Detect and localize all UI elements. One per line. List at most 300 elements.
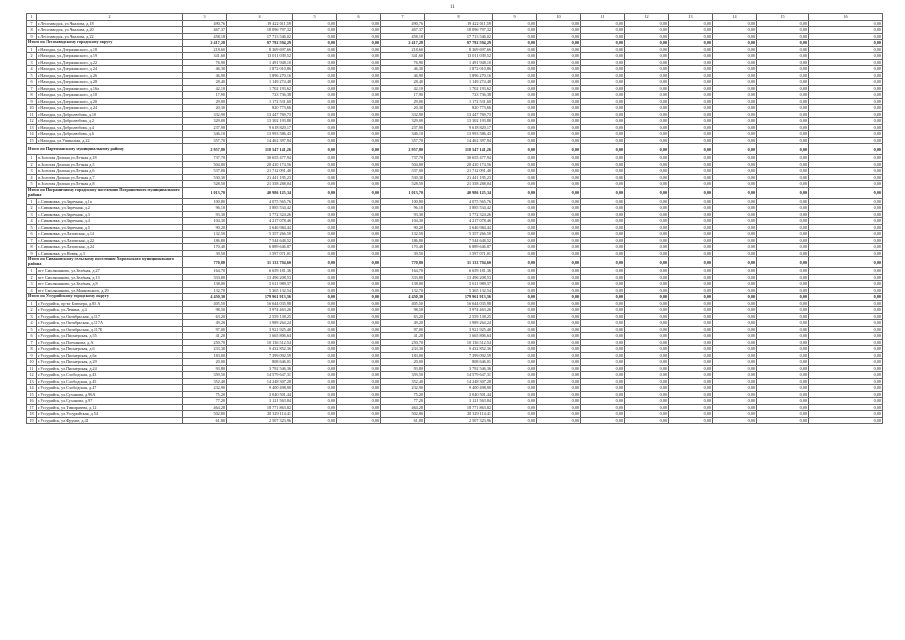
value-cell: 0,00: [625, 352, 669, 359]
value-cell: 0,00: [337, 339, 381, 346]
value-cell: 0,00: [757, 231, 809, 238]
value-cell: 0,00: [669, 365, 713, 372]
value-cell: 0,00: [537, 385, 581, 392]
value-cell: 0,00: [493, 244, 537, 251]
value-cell: 0,00: [581, 326, 625, 333]
value-cell: 464,28: [381, 404, 425, 411]
value-cell: 0,00: [293, 365, 337, 372]
value-cell: 0,00: [581, 417, 625, 424]
value-cell: 0,00: [337, 378, 381, 385]
value-cell: 0,00: [757, 294, 809, 301]
value-cell: 0,00: [625, 92, 669, 99]
value-cell: 0,00: [625, 33, 669, 40]
value-cell: 0,00: [537, 411, 581, 418]
value-cell: 0,00: [669, 300, 713, 307]
value-cell: 0,00: [757, 211, 809, 218]
value-cell: 0,00: [293, 27, 337, 34]
value-cell: 0,00: [337, 131, 381, 138]
value-cell: 346,10: [381, 131, 425, 138]
value-cell: 0,00: [713, 411, 757, 418]
value-cell: 0,00: [293, 372, 337, 379]
value-cell: 0,00: [581, 268, 625, 275]
value-cell: 0,00: [293, 294, 337, 301]
address-cell: г.Уссурийск, ул.Слободская, д.47: [37, 385, 183, 392]
value-cell: 0,00: [669, 391, 713, 398]
value-cell: 0,00: [293, 378, 337, 385]
address-cell: г.Уссурийск, ул.Пионерская, д.24: [37, 365, 183, 372]
value-cell: 93,30: [183, 211, 227, 218]
value-cell: 0,00: [337, 53, 381, 60]
value-cell: 0,00: [493, 326, 537, 333]
value-cell: 0,00: [337, 174, 381, 181]
value-cell: 0,00: [713, 144, 757, 155]
value-cell: 0,00: [581, 257, 625, 268]
value-cell: 0,00: [493, 20, 537, 27]
value-cell: 0,00: [757, 346, 809, 353]
value-cell: 0,00: [493, 40, 537, 47]
value-cell: 0,00: [625, 326, 669, 333]
address-cell: с.Сиваковка, ул.Лазовская, д.22: [37, 237, 183, 244]
value-cell: 2 417,28: [183, 40, 227, 47]
value-cell: 0,00: [713, 250, 757, 257]
value-cell: 0,00: [757, 237, 809, 244]
address-cell: г.Уссурийск, пр-кт Блюхера, д.85 А: [37, 300, 183, 307]
value-cell: 0,00: [809, 352, 883, 359]
value-cell: 0,00: [537, 27, 581, 34]
value-cell: 0,00: [757, 53, 809, 60]
value-cell: 0,00: [493, 313, 537, 320]
value-cell: 3 646 984,44: [425, 224, 493, 231]
value-cell: 97,00: [381, 326, 425, 333]
value-cell: 0,00: [809, 294, 883, 301]
value-cell: 0,00: [337, 27, 381, 34]
address-cell: с.Сиваковка, ул.Лазовская, д.14: [37, 231, 183, 238]
value-cell: 0,00: [537, 198, 581, 205]
value-cell: 0,00: [537, 155, 581, 162]
value-cell: 1 491 948,10: [227, 59, 293, 66]
value-cell: 0,00: [809, 218, 883, 225]
value-cell: 0,00: [809, 72, 883, 79]
value-cell: 39,50: [183, 250, 227, 257]
row-number: 9: [27, 352, 37, 359]
row-number: 1: [27, 198, 37, 205]
value-cell: 0,00: [757, 250, 809, 257]
value-cell: 0,00: [809, 359, 883, 366]
value-cell: 93,80: [381, 365, 425, 372]
value-cell: 0,00: [757, 20, 809, 27]
value-cell: 0,00: [669, 352, 713, 359]
value-cell: 0,00: [337, 168, 381, 175]
value-cell: 21 712 091,40: [425, 168, 493, 175]
value-cell: 0,00: [713, 46, 757, 53]
value-cell: 0,00: [669, 198, 713, 205]
column-header: 8: [425, 14, 493, 21]
value-cell: 341,60: [183, 53, 227, 60]
value-cell: 0,00: [809, 320, 883, 327]
value-cell: 0,00: [537, 250, 581, 257]
value-cell: 18 771 863,82: [227, 404, 293, 411]
value-cell: 0,00: [713, 404, 757, 411]
value-cell: 0,00: [293, 300, 337, 307]
value-cell: 20 329 114,41: [425, 411, 493, 418]
value-cell: 0,00: [293, 20, 337, 27]
value-cell: 0,00: [493, 181, 537, 188]
value-cell: 0,00: [581, 294, 625, 301]
value-cell: 0,00: [581, 59, 625, 66]
value-cell: 6 889 646,87: [425, 244, 493, 251]
value-cell: 0,00: [713, 79, 757, 86]
value-cell: 0,00: [537, 372, 581, 379]
value-cell: 6 659 181,36: [227, 268, 293, 275]
value-cell: 29,00: [183, 98, 227, 105]
value-cell: 0,00: [625, 137, 669, 144]
row-number: 7: [27, 20, 37, 27]
value-cell: 0,00: [493, 33, 537, 40]
value-cell: 0,00: [493, 66, 537, 73]
value-cell: 1 665 806,64: [425, 333, 493, 340]
value-cell: 0,00: [337, 352, 381, 359]
value-cell: 0,00: [337, 72, 381, 79]
value-cell: 0,00: [713, 339, 757, 346]
address-cell: г.Уссурийск, ул.Пионерская, д.55: [37, 333, 183, 340]
address-cell: г.Уссурийск, ул.Октябрьская, д.117: [37, 313, 183, 320]
value-cell: 42,10: [183, 85, 227, 92]
subtotal-label: Итого по Сиваковскому сельскому поселению Хорольского муниципального района: [27, 257, 183, 268]
value-cell: 0,00: [809, 417, 883, 424]
row-number: 7: [27, 237, 37, 244]
row-number: 2: [27, 274, 37, 281]
value-cell: 0,00: [713, 378, 757, 385]
value-cell: 0,00: [625, 411, 669, 418]
value-cell: 76,90: [381, 59, 425, 66]
value-cell: 0,00: [293, 250, 337, 257]
value-cell: 0,00: [625, 144, 669, 155]
value-cell: 0,00: [713, 198, 757, 205]
column-header: 11: [581, 14, 625, 21]
value-cell: 0,00: [581, 131, 625, 138]
value-cell: 0,00: [713, 131, 757, 138]
value-cell: 0,00: [713, 231, 757, 238]
value-cell: 0,00: [757, 287, 809, 294]
value-cell: 0,00: [337, 144, 381, 155]
value-cell: 42,10: [381, 85, 425, 92]
value-cell: 0,00: [581, 168, 625, 175]
value-cell: 77,20: [183, 398, 227, 405]
value-cell: 46,90: [381, 72, 425, 79]
address-cell: пгт Смоляниново, ул.Маяковского, д.29: [37, 287, 183, 294]
value-cell: 0,00: [809, 137, 883, 144]
value-cell: 0,00: [669, 174, 713, 181]
value-cell: 0,00: [337, 417, 381, 424]
value-cell: 0,00: [493, 118, 537, 125]
value-cell: 0,00: [669, 53, 713, 60]
value-cell: 0,00: [669, 326, 713, 333]
address-cell: с.Сиваковка, ул.Лазовская, д.24: [37, 244, 183, 251]
column-header: 13: [669, 14, 713, 21]
value-cell: 0,00: [493, 205, 537, 212]
value-cell: 0,00: [581, 218, 625, 225]
value-cell: 0,00: [537, 231, 581, 238]
value-cell: 13 447 769,73: [227, 111, 293, 118]
address-cell: г.Уссурийск, ул.Фрунзе, д.41: [37, 417, 183, 424]
value-cell: 0,00: [581, 124, 625, 131]
value-cell: 0,00: [669, 98, 713, 105]
value-cell: 0,00: [625, 59, 669, 66]
value-cell: 0,00: [713, 257, 757, 268]
value-cell: 0,00: [337, 372, 381, 379]
value-cell: 0,00: [493, 174, 537, 181]
value-cell: 0,00: [625, 131, 669, 138]
value-cell: 0,00: [293, 237, 337, 244]
value-cell: 3 974 463,26: [425, 307, 493, 314]
value-cell: 0,00: [293, 352, 337, 359]
value-cell: 0,00: [757, 46, 809, 53]
value-cell: 5 357 266,50: [425, 231, 493, 238]
value-cell: 4 217 078,46: [227, 218, 293, 225]
value-cell: 0,00: [625, 66, 669, 73]
value-cell: 4 450,30: [183, 294, 227, 301]
value-cell: 0,00: [669, 40, 713, 47]
value-cell: 0,00: [537, 320, 581, 327]
value-cell: 93,80: [183, 365, 227, 372]
value-cell: 737,70: [183, 155, 227, 162]
value-cell: 1 149 274,48: [425, 79, 493, 86]
value-cell: 0,00: [809, 181, 883, 188]
value-cell: 0,00: [581, 137, 625, 144]
value-cell: 0,00: [293, 320, 337, 327]
value-cell: 5 365 132,54: [227, 287, 293, 294]
value-cell: 357,70: [381, 137, 425, 144]
value-cell: 186,80: [183, 237, 227, 244]
value-cell: 530,30: [381, 174, 425, 181]
value-cell: 0,00: [293, 211, 337, 218]
value-cell: 0,00: [669, 346, 713, 353]
value-cell: 28,40: [183, 79, 227, 86]
value-cell: 0,00: [493, 378, 537, 385]
row-number: 1: [27, 268, 37, 275]
column-header: 2: [37, 14, 183, 21]
value-cell: 0,00: [625, 300, 669, 307]
value-cell: 0,00: [493, 268, 537, 275]
address-cell: г.Находка, ул.Дзержинского, д.19: [37, 53, 183, 60]
address-cell: с.Сиваковка, ул.Заречная, д.4: [37, 218, 183, 225]
value-cell: 458,18: [381, 33, 425, 40]
address-cell: г.Находка, ул.Добролюбова, д.2: [37, 118, 183, 125]
value-cell: 0,00: [713, 27, 757, 34]
value-cell: 3 040 501,44: [425, 391, 493, 398]
value-cell: 0,00: [757, 398, 809, 405]
value-cell: 0,00: [581, 378, 625, 385]
value-cell: 16 644 035,98: [227, 300, 293, 307]
value-cell: 0,00: [337, 181, 381, 188]
value-cell: 0,00: [581, 398, 625, 405]
row-number: 2: [27, 53, 37, 60]
value-cell: 179 961 913,56: [425, 294, 493, 301]
value-cell: 164,70: [183, 268, 227, 275]
value-cell: 0,00: [293, 218, 337, 225]
value-cell: 0,00: [293, 307, 337, 314]
value-cell: 0,00: [669, 131, 713, 138]
value-cell: 0,00: [757, 313, 809, 320]
value-cell: 0,00: [625, 27, 669, 34]
value-cell: 30 655 477,94: [425, 155, 493, 162]
value-cell: 75,20: [183, 391, 227, 398]
address-cell: с.Сиваковка, ул.Заречная, д.2: [37, 205, 183, 212]
value-cell: 0,00: [809, 155, 883, 162]
row-number: 3: [27, 59, 37, 66]
address-cell: г.Уссурийск, ул.Октябрьская, д.117А: [37, 320, 183, 327]
value-cell: 0,00: [581, 187, 625, 198]
address-cell: г.Уссурийск, ул.Ленина, д.4: [37, 307, 183, 314]
value-cell: 0,00: [713, 268, 757, 275]
value-cell: 0,00: [581, 404, 625, 411]
value-cell: 1 013,70: [381, 187, 425, 198]
subtotal-label: Итого по Уссурийскому городскому округу: [27, 294, 183, 301]
row-number: 11: [27, 111, 37, 118]
row-number: 14: [27, 385, 37, 392]
value-cell: 0,00: [337, 40, 381, 47]
value-cell: 0,00: [669, 85, 713, 92]
value-cell: 0,00: [757, 320, 809, 327]
address-cell: с.Сиваковка, ул.Заречная, д.5: [37, 224, 183, 231]
value-cell: 0,00: [337, 187, 381, 198]
value-cell: 49,20: [183, 320, 227, 327]
value-cell: 0,00: [537, 98, 581, 105]
value-cell: 0,00: [581, 411, 625, 418]
row-number: 8: [27, 244, 37, 251]
value-cell: 14 579 647,31: [425, 372, 493, 379]
value-cell: 405,50: [183, 300, 227, 307]
value-cell: 0,00: [493, 274, 537, 281]
value-cell: 0,00: [669, 257, 713, 268]
value-cell: 6 659 181,36: [425, 268, 493, 275]
value-cell: 0,00: [809, 118, 883, 125]
value-cell: 0,00: [293, 398, 337, 405]
value-cell: 0,00: [669, 333, 713, 340]
value-cell: 0,00: [293, 205, 337, 212]
value-cell: 346,10: [183, 131, 227, 138]
value-cell: 0,00: [669, 144, 713, 155]
value-cell: 0,00: [537, 46, 581, 53]
subtotal-row: [27, 144, 883, 155]
value-cell: 0,00: [581, 85, 625, 92]
value-cell: 14 248 307,28: [425, 378, 493, 385]
value-cell: 0,00: [293, 404, 337, 411]
value-cell: 0,00: [809, 174, 883, 181]
value-cell: 13 993 586,43: [227, 131, 293, 138]
value-cell: 0,00: [293, 53, 337, 60]
value-cell: 0,00: [809, 131, 883, 138]
value-cell: 237,90: [381, 124, 425, 131]
address-cell: г.Уссурийск, ул.Тимирязева, д.12: [37, 404, 183, 411]
value-cell: 0,00: [625, 40, 669, 47]
value-cell: 2 417,28: [381, 40, 425, 47]
value-cell: 0,00: [625, 124, 669, 131]
value-cell: 0,00: [537, 111, 581, 118]
value-cell: 0,00: [337, 118, 381, 125]
value-cell: 1 149 274,48: [227, 79, 293, 86]
value-cell: 0,00: [713, 174, 757, 181]
address-cell: с.Сиваковка, ул.Заречная, д.1а: [37, 198, 183, 205]
value-cell: 0,00: [625, 237, 669, 244]
value-cell: 0,00: [293, 281, 337, 288]
value-cell: 41,20: [183, 333, 227, 340]
value-cell: 0,00: [537, 378, 581, 385]
value-cell: 0,00: [669, 161, 713, 168]
column-header: 7: [381, 14, 425, 21]
value-cell: 0,00: [537, 33, 581, 40]
value-cell: 132,50: [381, 231, 425, 238]
value-cell: 0,00: [809, 385, 883, 392]
value-cell: 20,00: [381, 359, 425, 366]
value-cell: 467,37: [381, 27, 425, 34]
value-cell: 0,00: [625, 20, 669, 27]
value-cell: 0,00: [809, 79, 883, 86]
value-cell: 0,00: [757, 92, 809, 99]
value-cell: 0,00: [337, 274, 381, 281]
value-cell: 0,00: [293, 33, 337, 40]
row-number: 5: [27, 326, 37, 333]
row-number: 1: [27, 46, 37, 53]
value-cell: 0,00: [625, 257, 669, 268]
value-cell: 29,00: [381, 98, 425, 105]
address-cell: г.Уссурийск, ул.Пионерская, д.6: [37, 346, 183, 353]
value-cell: 17,90: [381, 92, 425, 99]
value-cell: 0,00: [625, 294, 669, 301]
value-cell: 0,00: [669, 287, 713, 294]
value-cell: 0,00: [493, 111, 537, 118]
address-cell: пгт Смоляниново, ул.Зелёная, д.13: [37, 274, 183, 281]
value-cell: 0,00: [537, 398, 581, 405]
value-cell: 0,00: [493, 385, 537, 392]
value-cell: 0,00: [625, 168, 669, 175]
value-cell: 0,00: [669, 168, 713, 175]
row-number: 7: [27, 339, 37, 346]
value-cell: 0,00: [337, 287, 381, 294]
value-cell: 132,70: [183, 287, 227, 294]
value-cell: 0,00: [625, 53, 669, 60]
value-cell: 0,00: [757, 187, 809, 198]
value-cell: 0,00: [493, 352, 537, 359]
value-cell: 20 410 174,56: [425, 161, 493, 168]
value-cell: 0,00: [809, 187, 883, 198]
value-cell: 405,50: [381, 300, 425, 307]
value-cell: 0,00: [293, 333, 337, 340]
value-cell: 0,00: [581, 365, 625, 372]
value-cell: 0,00: [625, 218, 669, 225]
column-header: 4: [227, 14, 293, 21]
value-cell: 0,00: [625, 385, 669, 392]
value-cell: 2 957,80: [381, 144, 425, 155]
value-cell: 0,00: [337, 211, 381, 218]
value-cell: 0,00: [713, 352, 757, 359]
value-cell: 0,00: [809, 300, 883, 307]
value-cell: 21 441 195,23: [227, 174, 293, 181]
value-cell: 0,00: [669, 92, 713, 99]
value-cell: 0,00: [493, 155, 537, 162]
value-cell: 0,00: [625, 268, 669, 275]
value-cell: 0,00: [293, 313, 337, 320]
value-cell: 0,00: [537, 313, 581, 320]
value-cell: 75,20: [381, 391, 425, 398]
value-cell: 14 248 307,28: [227, 378, 293, 385]
value-cell: 0,00: [669, 313, 713, 320]
value-cell: 0,00: [293, 187, 337, 198]
value-cell: 0,00: [293, 346, 337, 353]
value-cell: 0,00: [625, 98, 669, 105]
value-cell: 4 450,30: [381, 294, 425, 301]
value-cell: 333,80: [381, 274, 425, 281]
